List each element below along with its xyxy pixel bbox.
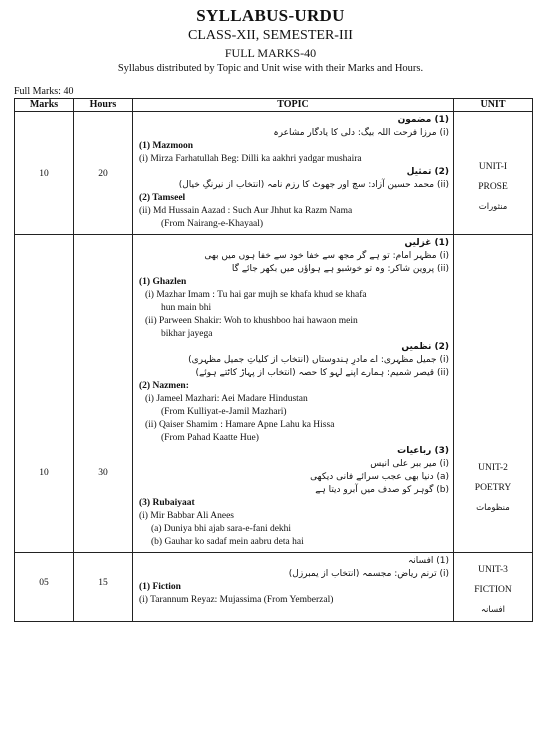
syllabus-description: Syllabus distributed by Topic and Unit wise with their Marks and Hours. <box>117 63 424 74</box>
class-semester-line: CLASS-XII, SEMESTER-III <box>188 28 353 43</box>
topic-line: (ii) Parween Shakir: Woh to khushboo hai hawaon mein <box>145 316 358 326</box>
topic-line: (ii) پروین شاکر: وہ تو خوشبو ہے ہواؤں میں بکھر جائے گا <box>231 264 449 274</box>
topic-line: (2) Tamseel <box>139 193 186 203</box>
topic-line: (ii) محمد حسین آزاد: سچ اور جھوٹ کا رزم نامہ (انتخاب از نیرنگِ خیال) <box>178 180 449 190</box>
topic-cell <box>133 553 454 622</box>
marks-value: 05 <box>39 578 49 588</box>
unit-cell <box>454 553 533 622</box>
topic-cell <box>133 235 454 553</box>
topic-line: (i) مظہر امام: تو ہے گر مجھ سے خفا خود سے خفا ہوں میں بھی <box>204 251 449 261</box>
unit-label-line: UNIT-I <box>478 162 508 172</box>
unit-cell <box>454 235 533 553</box>
hours-value: 30 <box>98 468 108 478</box>
topic-line: (3) رباعیات <box>397 446 449 456</box>
topic-line: (3) Rubaiyaat <box>139 498 195 508</box>
topic-line: (i) ترنم ریاض: مجسمہ (انتخاب از یمبرزل) <box>288 569 449 579</box>
table-row <box>15 235 533 553</box>
topic-line: (1) Fiction <box>139 582 181 592</box>
topic-line: (2) نظمیں <box>401 342 449 352</box>
unit-label-line: منثورات <box>478 202 508 212</box>
topic-line: (2) تمثیل <box>406 167 449 177</box>
topic-cell <box>133 112 454 235</box>
column-header-topic: TOPIC <box>133 99 454 112</box>
table-header-row <box>15 99 533 112</box>
column-header-unit: UNIT <box>454 99 533 112</box>
hours-cell <box>74 553 133 622</box>
unit-label-line: PROSE <box>478 182 508 192</box>
hours-cell <box>74 235 133 553</box>
unit-label-line: افسانہ <box>481 605 505 615</box>
topic-line: (1) غزلیں <box>404 238 449 248</box>
topic-line: (ii) Qaiser Shamim : Hamare Apne Lahu ka Hissa <box>145 420 335 430</box>
column-header-marks: Marks <box>15 99 74 112</box>
document-header <box>0 6 541 74</box>
topic-line: (a) دنیا بھی عجب سرائے فانی دیکھی <box>310 472 449 482</box>
topic-line: (From Kulliyat-e-Jamil Mazhari) <box>161 407 287 417</box>
marks-cell <box>15 235 74 553</box>
table-row <box>15 112 533 235</box>
topic-line: (1) Ghazlen <box>139 277 187 287</box>
topic-line: (i) Mir Babbar Ali Anees <box>139 511 234 521</box>
topic-line: (1) افسانہ <box>408 556 449 566</box>
topic-line: (From Pahad Kaatte Hue) <box>161 433 259 443</box>
marks-cell <box>15 553 74 622</box>
topic-line: (i) Jameel Mazhari: Aei Madare Hindustan <box>145 394 308 404</box>
table-row <box>15 553 533 622</box>
topic-line: (i) جمیل مظہری: اے مادرِ ہندوستاں (انتخاب از کلیاتِ جمیل مظہری) <box>188 355 449 365</box>
unit-label-line: منظومات <box>476 503 510 513</box>
hours-cell <box>74 112 133 235</box>
unit-label-line: FICTION <box>474 585 512 595</box>
full-marks-heading: FULL MARKS-40 <box>224 46 317 60</box>
marks-value: 10 <box>39 468 49 478</box>
topic-line: (b) Gauhar ko sadaf mein aabru deta hai <box>151 537 304 547</box>
topic-line: hun main bhi <box>161 303 212 313</box>
topic-line: (From Nairang-e-Khayaal) <box>161 219 264 229</box>
column-header-hours: Hours <box>74 99 133 112</box>
syllabus-title: SYLLABUS-URDU <box>196 6 345 25</box>
topic-line: (i) Mirza Farhatullah Beg: Dilli ka aakhri yadgar mushaira <box>139 154 362 164</box>
unit-label-line: POETRY <box>474 483 512 493</box>
topic-line: bikhar jayega <box>161 329 213 339</box>
hours-value: 15 <box>98 578 108 588</box>
syllabus-table <box>14 98 533 622</box>
unit-label-line: UNIT-3 <box>478 565 508 575</box>
topic-line: (ii) قیصر شمیم: ہمارے اپنے لہو کا حصہ (انتخاب از پہاڑ کاٹتے ہوئے) <box>195 368 449 378</box>
topic-line: (ii) Md Hussain Aazad : Such Aur Jhhut ka Razm Nama <box>139 206 353 216</box>
topic-line: (i) مرزا فرحت اللہ بیگ: دلی کا یادگار مشاعرہ <box>273 128 449 138</box>
topic-line: (1) مضمون <box>397 115 449 125</box>
full-marks-note: Full Marks: 40 <box>14 86 74 97</box>
topic-line: (i) Tarannum Reyaz: Mujassima (From Yemberzal) <box>139 595 334 605</box>
topic-line: (b) گوہر کو صدف میں آبرو دیتا ہے <box>315 485 449 495</box>
topic-line: (i) Mazhar Imam : Tu hai gar mujh se khafa khud se khafa <box>145 290 367 300</box>
marks-value: 10 <box>39 169 49 179</box>
unit-label-line: UNIT-2 <box>478 463 508 473</box>
topic-line: (i) میر ببر علی انیس <box>370 459 449 469</box>
topic-line: (a) Duniya bhi ajab sara-e-fani dekhi <box>151 524 292 534</box>
hours-value: 20 <box>98 169 108 179</box>
marks-cell <box>15 112 74 235</box>
topic-line: (2) Nazmen: <box>139 381 189 391</box>
topic-line: (1) Mazmoon <box>139 141 194 151</box>
unit-cell <box>454 112 533 235</box>
